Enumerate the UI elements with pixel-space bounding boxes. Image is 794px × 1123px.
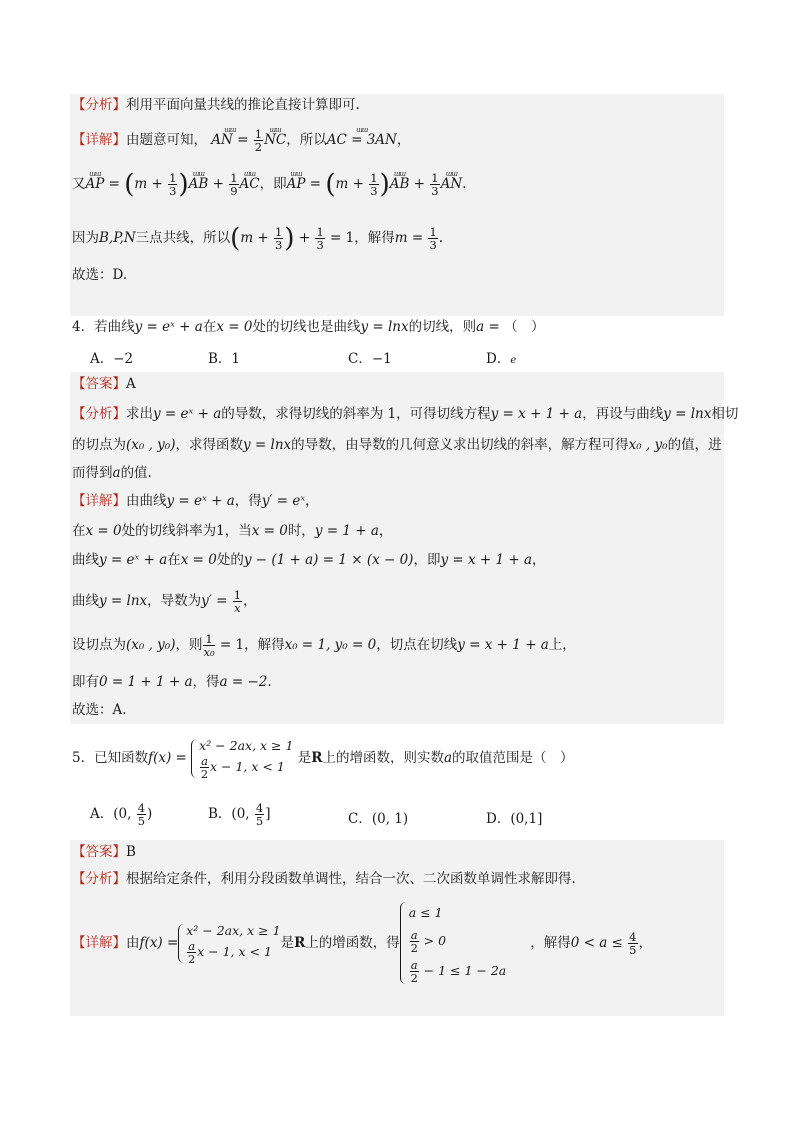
math: x = 0 [216,319,253,335]
fraction [233,589,242,614]
option-value: (0, [113,806,136,822]
denominator: 9 [230,184,238,198]
text: ，即 [413,552,441,568]
text: ，再设与曲线 [582,406,664,422]
fraction [254,128,263,153]
option-value-end: ) [147,806,153,822]
text: ，则 [175,637,203,653]
vector: ɯɯ AB [390,175,410,193]
fraction [200,755,209,780]
option-value: e [510,355,517,366]
option-value-end: ] [265,806,271,822]
math: y = eˣ + a [134,319,203,335]
numerator: a [410,958,418,972]
q4-detail-line-1 [72,492,319,510]
q4-option-c[interactable] [348,347,392,367]
fraction [315,226,324,251]
q4-answer-line [72,375,136,393]
denominator: 2 [200,767,209,781]
question-number: 5． [72,750,95,766]
text: （ ） [504,319,545,335]
real-numbers: R [311,750,323,766]
text: 在 [202,319,217,335]
text: ，所以 [286,132,327,148]
option-value: (0,1] [510,811,543,827]
q5-option-d[interactable] [486,807,542,827]
text: ， [396,132,411,148]
text: 的切线，则 [408,319,477,335]
analysis-text: 根据给定条件，利用分段函数单调性，结合一次、二次函数单调性求解即得. [126,871,576,887]
option-value: −2 [113,351,134,367]
denominator: 3 [431,184,439,198]
math: y = eˣ + a [166,493,235,509]
vector: ɯɯ AP [86,175,105,193]
analysis-tag: 【分析】 [72,871,126,887]
math: x₀ = 1, y₀ = 0 [284,637,377,653]
math: a = [476,319,505,335]
numerator: 4 [137,801,146,815]
math: y = eˣ + a [99,552,168,568]
fraction [628,931,637,956]
denominator: 5 [629,942,637,957]
math: a = −2 [219,674,268,690]
piecewise-function [178,922,280,965]
piece-1: x² − 2ax, x ≥ 1 [199,738,294,753]
denominator: 5 [255,814,264,828]
q4-detail-line-6 [72,673,272,691]
vector-eq: ɯɯ AC = 3AN [327,131,397,149]
text: 曲线 [72,552,99,568]
denominator: 3 [316,238,324,252]
inequality-system [400,900,506,986]
math: y = lnx [663,406,712,422]
text: ， [638,934,652,951]
math: a [443,750,453,766]
numerator: 4 [255,801,264,815]
piece-2: x − 1, x < 1 [197,943,272,959]
option-label: C． [348,811,372,827]
fraction [168,172,177,197]
text: ，解得 [354,230,395,246]
q3-answer-line: 故选：D. [72,267,128,283]
math: (x₀ , y₀) [126,637,176,653]
numerator: 1 [169,171,177,185]
detail-end [530,931,652,956]
fraction [369,172,378,197]
option-label: A． [90,806,114,822]
q4-final-answer: 故选：A. [72,702,127,718]
q5-answer-line [72,843,136,861]
option-label: D． [486,351,511,367]
text: 的切点为 [72,437,126,453]
math: x₀ , y₀ [628,437,668,453]
points: B,P,N [99,230,136,246]
fraction [428,226,437,251]
answer-tag: 【答案】 [72,844,126,860]
text: ，切点在切线 [376,637,458,653]
text: 的取值范围是（ ） [452,750,574,766]
text: 上的增函数，得 [305,935,400,951]
text: 的导数，求得切线的斜率为 1，可得切线方程 [221,406,491,422]
q3-detail-line-3: 因为B,P,N三点共线，所以(m + $\frac{1}{3}$ ) + $\frac{1}{3}$ = 1，解得m = $\frac{1}{3}$ . [72,223,444,254]
q4-option-a[interactable] [90,347,133,367]
denominator: 3 [370,184,378,198]
numerator: 1 [370,171,378,185]
text: 相切 [711,406,739,422]
math: 0 = 1 + 1 + a [99,674,193,690]
vector: ɯɯ AP [287,175,306,193]
option-value: (0, [231,806,254,822]
math: y = 1 + a [314,523,379,539]
math: y = x + 1 + a [490,406,583,422]
analysis-text: 利用平面向量共线的推论直接计算即可. [126,97,360,113]
option-value: 1 [231,351,241,367]
denominator: 2 [188,951,196,966]
math: y = lnx [99,593,148,609]
condition-2: > 0 [419,933,447,948]
numerator: a [201,754,208,768]
math: x = 0 [180,552,217,568]
numerator: 4 [629,929,637,944]
var: m [134,176,148,192]
denominator: 2 [410,941,418,955]
text: ，得 [192,674,220,690]
denominator: 2 [410,971,418,985]
denominator: 3 [275,238,283,252]
math: y = eˣ + a [153,406,222,422]
denominator: 5 [137,814,146,828]
text: 上， [548,637,576,653]
math: y′ = eˣ [261,493,306,509]
numerator: 1 [233,588,242,602]
piecewise-function [191,737,293,780]
numerator: 1 [254,127,263,141]
text: 求出 [126,406,153,422]
q4-detail-line-3 [72,551,546,569]
math: y = x + 1 + a [457,637,549,653]
detail-tag: 【详解】 [72,493,126,509]
math: a [112,465,121,481]
fraction [187,940,196,965]
fraction [229,172,238,197]
numerator: 1 [431,171,439,185]
text: 的导数，由导数的几何意义求出切线的斜率，解方程可得 [291,437,629,453]
q3-analysis-line [72,96,360,114]
text: 在 [167,552,181,568]
text: 是 [297,750,312,766]
math: 0 < a ≤ [570,934,628,951]
text: 的值. [120,465,152,481]
text: 时， [287,523,315,539]
answer-value: A [126,376,136,392]
numerator: 1 [429,225,437,239]
q5-analysis-line [72,870,576,888]
q5-option-a[interactable] [90,802,152,827]
math: 1 [216,523,225,539]
text: 又 [72,176,86,192]
text: ，得 [234,493,262,509]
vector: ɯɯ AB [189,175,209,193]
detail-mid [281,934,400,952]
vector: ɯɯ AN [441,175,463,193]
text: 处的 [216,552,244,568]
text: ，导数为 [147,593,202,609]
text: 已知函数 [94,750,149,766]
q4-solution-panel [70,372,724,724]
math: y = lnx [242,437,292,453]
text: 的值，进 [667,437,722,453]
q5-option-c[interactable] [348,807,408,827]
denominator: 3 [169,184,177,198]
text: 三点共线，所以 [135,230,231,246]
text: 若曲线 [94,319,135,335]
math: x = 0 [251,523,288,539]
q5-option-b[interactable] [208,802,270,827]
piece-1: x² − 2ax, x ≥ 1 [186,922,281,938]
text: ，即 [259,176,287,192]
option-label: A． [90,351,114,367]
text: ，解得 [244,637,285,653]
analysis-tag: 【分析】 [72,406,126,422]
q3-detail-line-1 [72,128,410,153]
detail-lead [72,934,178,952]
option-label: B． [208,806,232,822]
math: y = x + 1 + a [440,552,533,568]
q4-detail-line-2 [72,522,392,540]
q4-detail-line-5 [72,633,576,658]
vector-eq: ɯɯ AN = [211,131,248,149]
q3-detail-line-2: 又ɯɯ AP = (m + $\frac{1}{3}$ )ɯɯ AB + $\frac{1}{9}$ ɯɯ AC，即ɯɯ AP = (m + $\frac{1}{3}$ )ɯɯ AB + $\frac{1}{3}$ ɯɯ AN. [72,172,466,197]
numerator: a [410,928,418,942]
option-label: D． [486,811,511,827]
answer-tag: 【答案】 [72,376,126,392]
numerator: 1 [316,225,324,239]
text: ， [532,552,546,568]
option-label: B． [208,351,232,367]
numerator: 1 [205,632,213,646]
question-number: 4． [72,319,95,335]
denominator: 3 [429,238,437,252]
text: 上的增函数，则实数 [322,750,444,766]
vector: ɯɯ NC [264,131,286,149]
text: 曲线 [72,593,99,609]
math: y − (1 + a) = 1 × (x − 0) [243,552,414,568]
q4-option-b[interactable] [208,347,240,367]
text: ， [243,593,257,609]
q4-detail-line-4 [72,589,257,614]
text: 设切点为 [72,637,126,653]
answer-value: B [126,844,136,860]
numerator: 1 [275,225,283,239]
detail-tag: 【详解】 [72,132,126,148]
q4-analysis-line-3 [72,464,152,482]
option-label: C． [348,351,372,367]
math: (x₀ , y₀) [126,437,176,453]
fraction [274,226,283,251]
text: 而得到 [72,465,113,481]
option-value: (0, 1) [371,811,409,827]
piece-2: x − 1, x < 1 [210,759,285,774]
q4-option-d[interactable] [486,347,516,367]
text: 由曲线 [126,493,167,509]
text: ，当 [224,523,252,539]
vector: ɯɯ AC [240,175,260,193]
analysis-tag: 【分析】 [72,97,126,113]
text: 是 [280,935,295,951]
denominator: 2 [254,140,263,154]
math: y = lnx [360,319,409,335]
math: x = 0 [85,523,122,539]
detail-tag: 【详解】 [72,935,126,951]
text: 在 [72,523,86,539]
text: ，解得 [530,934,571,951]
text: ，求得函数 [175,437,243,453]
real-numbers: R [294,935,306,951]
fraction [410,929,419,954]
fraction [410,959,419,984]
text: 处的切线斜率为 [121,523,217,539]
q4-stem [72,318,545,336]
text: 由 [126,935,140,951]
fraction [430,172,439,197]
fraction [203,633,214,658]
text: 即有 [72,674,99,690]
math: f(x) = [139,935,179,951]
option-value: −1 [371,351,392,367]
math: f(x) = [148,750,192,766]
fraction [137,802,146,827]
text: 处的切线也是曲线 [252,319,361,335]
numerator: a [188,938,196,953]
numerator: 1 [230,171,238,185]
text: 因为 [72,230,99,246]
q4-analysis-line-1 [72,405,738,423]
denominator: x₀ [203,645,215,659]
condition-1: a ≤ 1 [408,905,443,920]
math: = 1 [215,637,245,653]
q5-stem [72,730,574,786]
math: y′ = [201,593,232,609]
denominator: x [234,601,241,615]
q5-detail-line [72,900,652,1010]
text: 由题意可知， [126,132,207,148]
text: . [267,674,272,690]
fraction [255,802,264,827]
equals: = [104,176,125,192]
text: ， [378,523,393,539]
text: ， [305,493,319,509]
condition-3: − 1 ≤ 1 − 2a [419,963,507,978]
q4-analysis-line-2 [72,436,722,454]
